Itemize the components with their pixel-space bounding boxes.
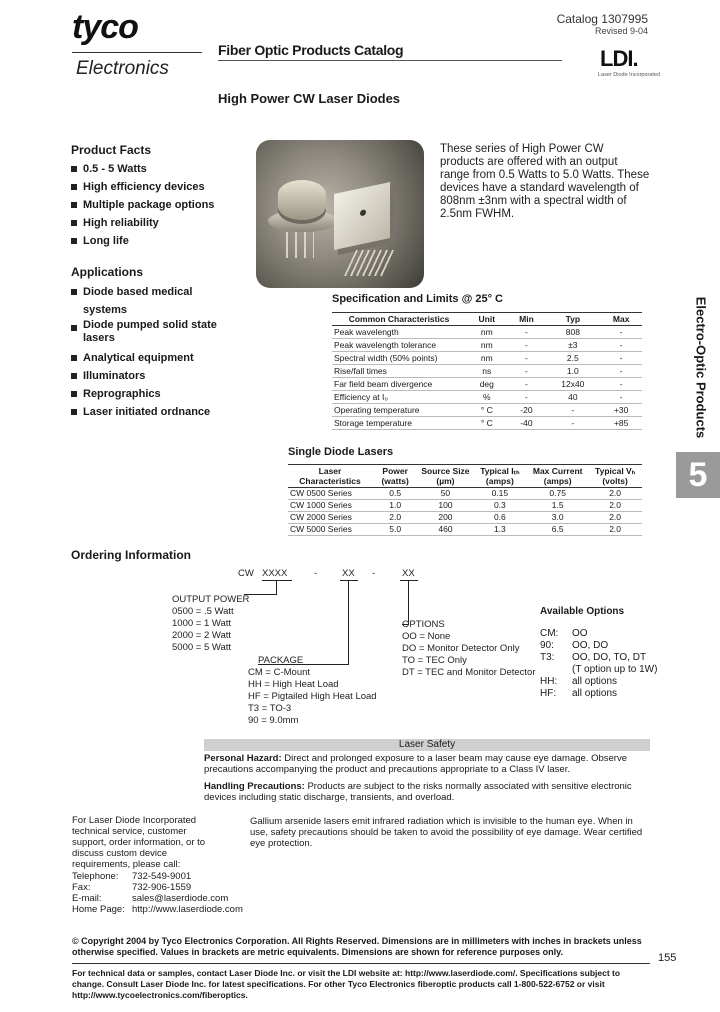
table-cell: 2.0	[588, 512, 642, 524]
product-facts-list	[71, 160, 221, 250]
table-cell: -	[508, 339, 546, 352]
code-cw: CW	[238, 568, 254, 579]
table-cell: Far field beam divergence	[332, 378, 466, 391]
list-item: 90: OO, DO	[540, 640, 609, 651]
connector-line	[276, 580, 277, 594]
table-cell: CW 5000 Series	[288, 524, 372, 536]
table-cell: 2.0	[588, 500, 642, 512]
table-cell: 0.15	[473, 488, 528, 500]
options-block	[402, 619, 536, 679]
table-cell: -	[508, 391, 546, 404]
copyright-notice: © Copyright 2004 by Tyco Electronics Corporation. All Rights Reserved. Dimensions are in millimeters with inches in brackets unless otherwise specified. Values in brackets are metric equivalents. Dimensions are shown for reference purposes only.	[72, 936, 642, 957]
list-item: CM: OO	[540, 628, 588, 639]
catalog-title: Fiber Optic Products Catalog	[218, 42, 404, 58]
table-row	[288, 488, 642, 500]
table-cell: -	[508, 365, 546, 378]
sdl-table-title: Single Diode Lasers	[288, 446, 394, 458]
output-power-title: OUTPUT POWER	[172, 594, 250, 605]
column-header: Unit	[466, 313, 508, 326]
table-cell: -40	[508, 417, 546, 430]
hazard-label: Personal Hazard:	[204, 753, 282, 764]
table-cell: 1.0	[372, 500, 418, 512]
laser-safety-text	[204, 753, 650, 803]
list-item: Long life	[71, 232, 221, 250]
section-number: 5	[676, 452, 720, 498]
table-cell: 200	[418, 512, 472, 524]
list-item: 2000 = 2 Watt	[172, 630, 232, 641]
table-cell: -	[545, 404, 600, 417]
page-heading: High Power CW Laser Diodes	[218, 91, 401, 106]
list-item: (T option up to 1W)	[572, 664, 658, 675]
column-header: Typical Vₕ (volts)	[588, 465, 642, 488]
table-cell: Rise/fall times	[332, 365, 466, 378]
list-item: DO = Monitor Detector Only	[402, 643, 520, 654]
ordering-title: Ordering Information	[71, 548, 191, 562]
laser-safety-header: Laser Safety	[204, 739, 650, 751]
table-row	[332, 391, 642, 404]
table-cell: CW 1000 Series	[288, 500, 372, 512]
available-options-list	[540, 628, 657, 700]
column-header: Source Size (µm)	[418, 465, 472, 488]
table-cell: 1.5	[527, 500, 588, 512]
table-cell: -	[508, 352, 546, 365]
table-header-row	[288, 465, 642, 488]
revision-date: Revised 9-04	[594, 26, 648, 36]
list-item: HF = Pigtailed High Heat Load	[248, 691, 377, 702]
table-cell: 2.0	[588, 524, 642, 536]
table-row	[288, 524, 642, 536]
list-item: HH: all options	[540, 676, 618, 687]
list-item: T3 = TO-3	[248, 703, 292, 714]
table-cell: -	[600, 391, 642, 404]
title-divider	[218, 60, 562, 61]
table-cell: -	[600, 326, 642, 339]
list-item: Diode based medical systems	[71, 283, 221, 319]
list-item: Illuminators	[71, 367, 221, 385]
handling-label: Handling Precautions:	[204, 781, 305, 792]
product-photo	[256, 140, 424, 288]
table-row	[332, 339, 642, 352]
contact-row[interactable]: Home Page: http://www.laserdiode.com	[72, 904, 243, 915]
table-cell: +85	[600, 417, 642, 430]
table-cell: %	[466, 391, 508, 404]
table-cell: 2.0	[588, 488, 642, 500]
connector-line	[408, 580, 409, 624]
email-link[interactable]: sales@laserdiode.com	[132, 893, 229, 904]
sdl-table	[288, 464, 642, 536]
connector-line	[348, 580, 349, 664]
list-item: 0.5 - 5 Watts	[71, 160, 221, 178]
table-row	[332, 378, 642, 391]
table-cell: nm	[466, 326, 508, 339]
package-block	[248, 655, 377, 727]
table-cell: ° C	[466, 417, 508, 430]
table-cell: ° C	[466, 404, 508, 417]
hazard-text: Direct and prolonged exposure to a laser beam may cause eye damage. Observe precautions accompanying the product and precautions appropriate to a Class IV laser.	[204, 753, 627, 775]
list-item: High efficiency devices	[71, 178, 221, 196]
available-options-title: Available Options	[540, 606, 625, 617]
table-cell: Operating temperature	[332, 404, 466, 417]
table-cell: -	[600, 365, 642, 378]
table-cell: CW 2000 Series	[288, 512, 372, 524]
catalog-number: Catalog 1307995	[556, 12, 648, 26]
infrared-warning: Gallium arsenide lasers emit infrared radiation which is invisible to the human eye. When in use, safety precautions should be taken to avoid the possibility of eye damage. Wear certified eye protection.	[250, 816, 643, 849]
table-cell: 12x40	[545, 378, 600, 391]
table-cell: 3.0	[527, 512, 588, 524]
table-cell: 808	[545, 326, 600, 339]
list-item: OO = None	[402, 631, 451, 642]
table-cell: Spectral width (50% points)	[332, 352, 466, 365]
code-power: XXXX	[262, 568, 288, 579]
table-cell: 1.3	[473, 524, 528, 536]
column-header: Max	[600, 313, 642, 326]
contact-details	[72, 871, 243, 915]
table-cell: 460	[418, 524, 472, 536]
table-cell: -	[600, 352, 642, 365]
code-underline	[340, 580, 358, 581]
table-cell: 1.0	[545, 365, 600, 378]
ldi-logo: LDI.	[600, 46, 638, 71]
product-facts-title: Product Facts	[71, 143, 152, 157]
list-item: Analytical equipment	[71, 349, 221, 367]
contact-row: Fax: 732-906-1559	[72, 882, 192, 893]
table-cell: 40	[545, 391, 600, 404]
contact-row: Telephone: 732-549-9001	[72, 871, 192, 882]
table-cell: Efficiency at I₀	[332, 391, 466, 404]
code-underline	[262, 580, 292, 581]
list-item: Diode pumped solid state lasers	[71, 319, 221, 349]
table-cell: 0.6	[473, 512, 528, 524]
table-cell: Peak wavelength tolerance	[332, 339, 466, 352]
output-power-block	[172, 594, 249, 654]
list-item: TO = TEC Only	[402, 655, 467, 666]
table-cell: 6.5	[527, 524, 588, 536]
table-cell: -	[508, 378, 546, 391]
electronics-logo-text: Electronics	[76, 58, 169, 79]
code-dash: -	[372, 568, 376, 579]
homepage-link[interactable]: http://www.laserdiode.com	[132, 904, 243, 915]
list-item: HF: all options	[540, 688, 618, 699]
section-side-tab	[684, 296, 714, 446]
table-row	[332, 352, 642, 365]
table-cell: -	[545, 417, 600, 430]
table-cell: 0.5	[372, 488, 418, 500]
table-cell: 5.0	[372, 524, 418, 536]
code-dash: -	[314, 568, 318, 579]
list-item: Reprographics	[71, 385, 221, 403]
page-number: 155	[658, 952, 677, 964]
table-cell: 2.0	[372, 512, 418, 524]
column-header: Typical Iₜₕ (amps)	[473, 465, 528, 488]
table-cell: 100	[418, 500, 472, 512]
table-cell: -	[600, 339, 642, 352]
table-cell: Storage temperature	[332, 417, 466, 430]
table-cell: Peak wavelength	[332, 326, 466, 339]
table-cell: -	[600, 378, 642, 391]
applications-title: Applications	[71, 265, 144, 279]
list-item: Multiple package options	[71, 196, 221, 214]
table-row	[288, 500, 642, 512]
package-title: PACKAGE	[258, 655, 304, 666]
list-item: High reliability	[71, 214, 221, 232]
logo-divider	[72, 52, 202, 53]
table-cell: +30	[600, 404, 642, 417]
list-item: HH = High Heat Load	[248, 679, 339, 690]
list-item: 5000 = 5 Watt	[172, 642, 232, 653]
tyco-logo: tyco	[72, 8, 138, 46]
table-cell: ±3	[545, 339, 600, 352]
table-cell: -	[508, 326, 546, 339]
handling-text: Products are subject to the risks normally associated with sensitive electronic devices including static discharge, transients, and overload.	[204, 781, 632, 803]
table-cell: 0.75	[527, 488, 588, 500]
table-row	[332, 365, 642, 378]
spec-table-title: Specification and Limits @ 25° C	[332, 293, 503, 305]
table-cell: nm	[466, 339, 508, 352]
code-package: XX	[342, 568, 355, 579]
list-item: 0500 = .5 Watt	[172, 606, 234, 617]
footer-text: For technical data or samples, contact Laser Diode Inc. or visit the LDI website at: http://www.laserdiode.com/. Specifications subject to change. Consult Laser Diode Inc. for latest specifications. For other Tyco Electronics fiberoptic products call 1-800-522-6752 or visit http://www.tycoelectronics.com/fiberoptics.	[72, 968, 621, 1000]
column-header: Max Current (amps)	[527, 465, 588, 488]
column-header: Common Characteristics	[332, 313, 466, 326]
table-cell: nm	[466, 352, 508, 365]
list-item: CM = C-Mount	[248, 667, 311, 678]
table-row	[288, 512, 642, 524]
table-cell: CW 0500 Series	[288, 488, 372, 500]
column-header: Power (watts)	[372, 465, 418, 488]
column-header: Laser Characteristics	[288, 465, 372, 488]
contact-row[interactable]: E-mail: sales@laserdiode.com	[72, 893, 229, 904]
section-label: Electro-Optic Products	[693, 296, 709, 439]
list-item: 1000 = 1 Watt	[172, 618, 232, 629]
ldi-logo-subtitle: Laser Diode Incorporated	[598, 72, 661, 78]
table-row	[332, 326, 642, 339]
contact-intro: For Laser Diode Incorporated technical service, customer support, order information, or to discuss custom device requirements, please call:	[72, 815, 206, 870]
options-title: OPTIONS	[402, 619, 445, 630]
table-cell: deg	[466, 378, 508, 391]
code-underline	[400, 580, 418, 581]
list-item: Laser initiated ordnance	[71, 403, 221, 421]
code-options: XX	[402, 568, 415, 579]
table-row	[332, 404, 642, 417]
table-cell: 50	[418, 488, 472, 500]
column-header: Typ	[545, 313, 600, 326]
table-cell: -20	[508, 404, 546, 417]
column-header: Min	[508, 313, 546, 326]
table-cell: 0.3	[473, 500, 528, 512]
spec-table	[332, 312, 642, 430]
list-item: T3: OO, DO, TO, DT	[540, 652, 647, 663]
table-cell: 2.5	[545, 352, 600, 365]
list-item: DT = TEC and Monitor Detector	[402, 667, 536, 678]
footer-divider	[72, 963, 650, 964]
table-row	[332, 417, 642, 430]
table-header-row	[332, 313, 642, 326]
intro-paragraph: These series of High Power CW products are offered with an output range from 0.5 Watts to 5.0 Watts. These devices have a standard wavelength of 808nm ±3nm with a spectral width of 2.5nm FWHM.	[440, 143, 650, 220]
applications-list	[71, 283, 221, 421]
list-item: 90 = 9.0mm	[248, 715, 299, 726]
table-cell: ns	[466, 365, 508, 378]
